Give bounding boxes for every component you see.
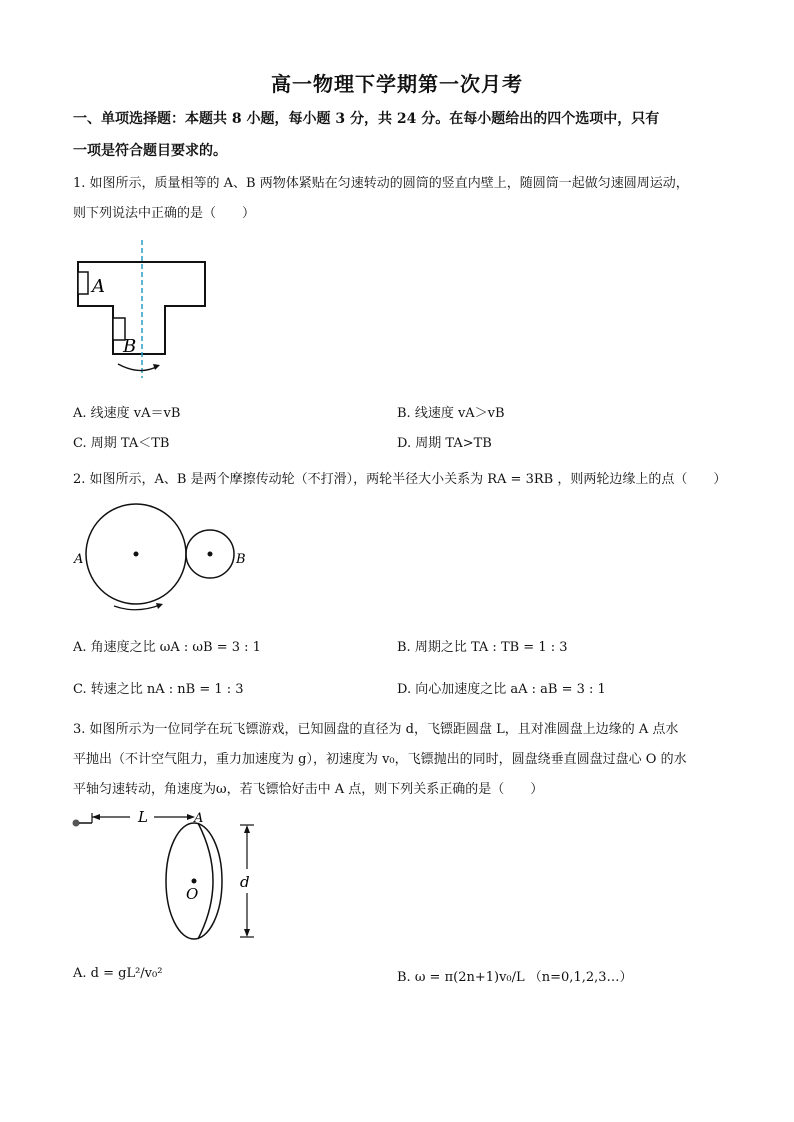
q1-stem-line1: 1. 如图所示，质量相等的 A、B 两物体紧贴在匀速转动的圆筒的竖直内壁上，随圆筒一起做匀速圆周运动， [73, 176, 689, 191]
q3-dart-figure [70, 805, 270, 945]
q1-option-b[interactable]: B. 线速度 vA＞vB [397, 406, 505, 421]
q2-label-b: B [236, 552, 246, 567]
page-title: 高一物理下学期第一次月考 [271, 72, 523, 96]
section-heading-line2: 一项是符合题目要求的。 [73, 143, 227, 159]
q3-stem-line3: 平轴匀速转动，角速度为ω，若飞镖恰好击中 A 点，则下列关系正确的是（ ） [73, 782, 544, 797]
q3-label-l: L [138, 808, 148, 826]
q1-cylinder-figure [70, 238, 220, 383]
q3-stem-line2: 平抛出（不计空气阻力，重力加速度为 g），初速度为 v₀，飞镖抛出的同时，圆盘绕垂直圆盘过盘心 O 的水 [73, 752, 687, 767]
q3-label-a: A [194, 811, 204, 826]
disc-rim [198, 823, 213, 939]
q1-stem-line2: 则下列说法中正确的是（ ） [73, 206, 256, 221]
q3-label-o: O [186, 885, 199, 903]
q3-stem-line1: 3. 如图所示为一位同学在玩飞镖游戏，已知圆盘的直径为 d，飞镖距圆盘 L，且对准圆盘上边缘的 A 点水 [73, 722, 679, 737]
q1-option-d[interactable]: D. 周期 TA>TB [397, 436, 492, 451]
q2-rotation-arrow [114, 605, 160, 610]
q1-label-b: B [123, 336, 137, 357]
q2-option-c[interactable]: C. 转速之比 nA : nB = 1 : 3 [73, 682, 244, 697]
q3-option-b[interactable]: B. ω = π(2n+1)v₀/L （n=0,1,2,3…） [397, 970, 633, 985]
section-heading-line1: 一、单项选择题：本题共 8 小题，每小题 3 分，共 24 分。在每小题给出的四个选项中，只有 [73, 111, 660, 127]
dart-icon [73, 820, 80, 827]
q2-option-a[interactable]: A. 角速度之比 ωA : ωB = 3 : 1 [73, 640, 261, 655]
q2-wheels-figure [70, 502, 260, 617]
rotation-arrow [118, 364, 158, 371]
q3-option-a[interactable]: A. d = gL²/v₀² [73, 966, 163, 981]
q1-option-c[interactable]: C. 周期 TA＜TB [73, 436, 170, 451]
object-a-block [78, 272, 88, 294]
q1-option-a[interactable]: A. 线速度 vA＝vB [73, 406, 181, 421]
q2-option-b[interactable]: B. 周期之比 TA : TB = 1 : 3 [397, 640, 568, 655]
q3-label-d: d [240, 873, 250, 891]
q1-label-a: A [92, 276, 105, 297]
q2-option-d[interactable]: D. 向心加速度之比 aA : aB = 3 : 1 [397, 682, 606, 697]
q2-stem: 2. 如图所示，A、B 是两个摩擦传动轮（不打滑），两轮半径大小关系为 RA = 3RB ，则两轮边缘上的点（ ） [73, 472, 727, 487]
q2-label-a: A [74, 552, 84, 567]
